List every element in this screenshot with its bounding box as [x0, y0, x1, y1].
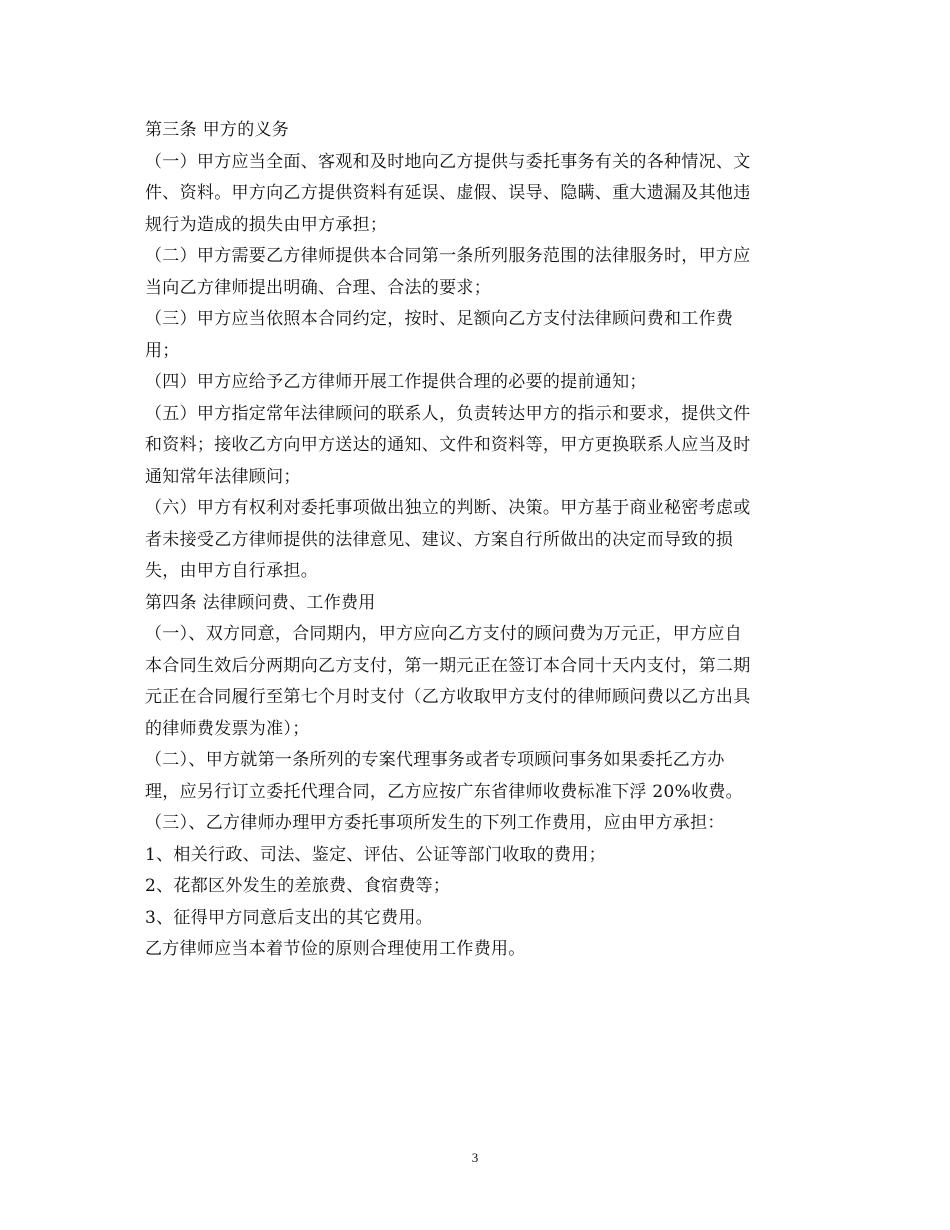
- text-line: （二）甲方需要乙方律师提供本合同第一条所列服务范围的法律服务时，甲方应: [145, 246, 751, 266]
- text-line: 和资料；接收乙方向甲方送达的通知、文件和资料等，甲方更换联系人应当及时: [145, 435, 751, 455]
- list-item: 1、相关行政、司法、鉴定、评估、公证等部门收取的费用；: [145, 844, 606, 865]
- text-line: （四）甲方应给予乙方律师开展工作提供合理的必要的提前通知；: [145, 372, 647, 392]
- list-item: 3、征得甲方同意后支出的其它费用。: [145, 907, 433, 928]
- text-line: （六）甲方有权利对委托事项做出独立的判断、决策。甲方基于商业秘密考虑或: [145, 498, 751, 518]
- text-line: 当向乙方律师提出明确、合理、合法的要求；: [145, 277, 491, 298]
- page-number: 3: [471, 1150, 479, 1165]
- text-line: （二）、甲方就第一条所列的专案代理事务或者专项顾问事务如果委托乙方办: [145, 750, 725, 770]
- text-line: 乙方律师应当本着节俭的原则合理使用工作费用。: [145, 939, 526, 959]
- text-line: （三）、乙方律师办理甲方委托事项所发生的下列工作费用，应由甲方承担：: [145, 813, 725, 833]
- text-line: 用；: [145, 340, 180, 361]
- text-line: 的律师费发票为准）；: [145, 718, 310, 739]
- text-line: （一）、双方同意，合同期内，甲方应向乙方支付的顾问费为万元正，甲方应自: [145, 624, 742, 644]
- text-line: 通知常年法律顾问；: [145, 466, 301, 487]
- text-line: 者未接受乙方律师提供的法律意见、建议、方案自行所做出的决定而导致的损: [145, 529, 734, 550]
- text-line: 失，由甲方自行承担。: [145, 561, 318, 581]
- document-body: [145, 115, 805, 966]
- section-heading-article-3: 第三条 甲方的义务: [145, 120, 290, 140]
- text-line: 规行为造成的损失由甲方承担；: [145, 214, 388, 235]
- text-line: （一）甲方应当全面、客观和及时地向乙方提供与委托事务有关的各种情况、文: [145, 151, 751, 172]
- text-line: 理，应另行订立委托代理合同，乙方应按广东省律师收费标准下浮 20%收费。: [145, 781, 743, 802]
- text-line: 本合同生效后分两期向乙方支付，第一期元正在签订本合同十天内支付，第二期: [145, 655, 751, 676]
- text-line: 元正在合同履行至第七个月时支付（乙方收取甲方支付的律师顾问费以乙方出具: [145, 687, 751, 707]
- section-heading-article-4: 第四条 法律顾问费、工作费用: [145, 592, 376, 613]
- text-line: （五）甲方指定常年法律顾问的联系人，负责转达甲方的指示和要求，提供文件: [145, 403, 751, 424]
- list-item: 2、花都区外发生的差旅费、食宿费等；: [145, 876, 451, 896]
- text-line: （三）甲方应当依照本合同约定，按时、足额向乙方支付法律顾问费和工作费: [145, 309, 734, 329]
- text-line: 件、资料。甲方向乙方提供资料有延误、虚假、误导、隐瞒、重大遗漏及其他违: [145, 183, 751, 203]
